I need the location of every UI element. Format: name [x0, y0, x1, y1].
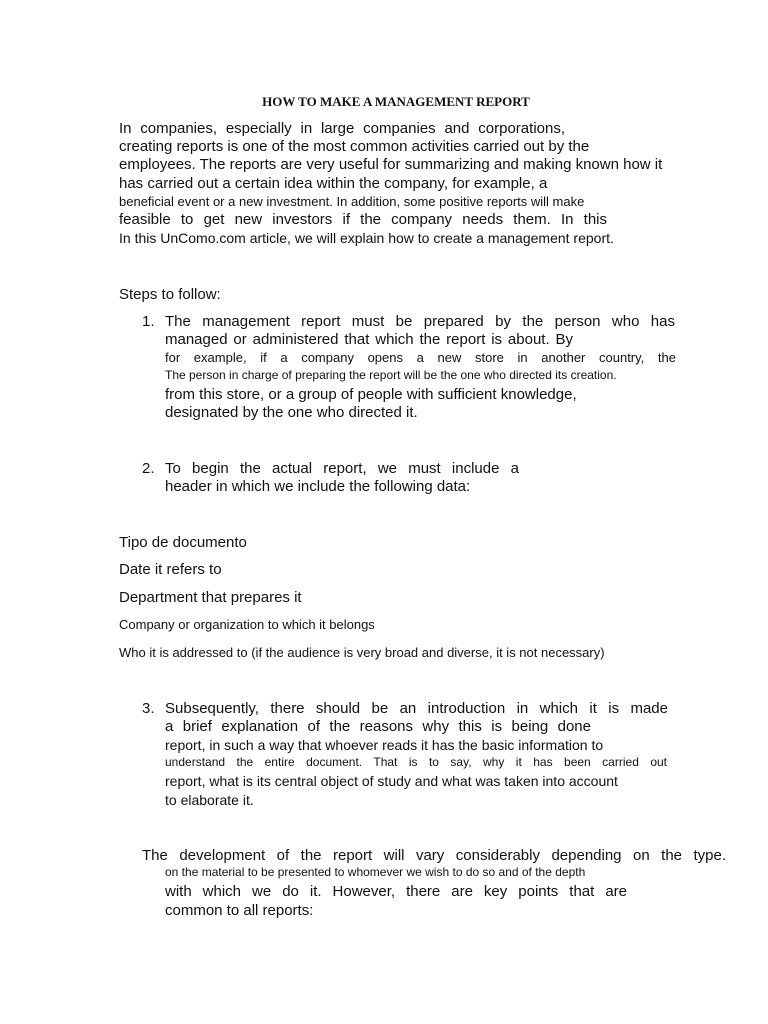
- step-3-line: a brief explanation of the reasons why this is being done: [165, 718, 591, 735]
- steps-heading: Steps to follow:: [119, 286, 221, 303]
- intro-line: creating reports is one of the most common activities carried out by the: [119, 138, 590, 155]
- development-line: The development of the report will vary considerably depending on the type.: [142, 847, 726, 864]
- step-3-line: report, in such a way that whoever reads it has the basic information to: [165, 737, 604, 753]
- step-3-line: to elaborate it.: [165, 792, 254, 808]
- step-3-line: Subsequently, there should be an introduction in which it is made: [165, 700, 668, 717]
- header-data-item: Department that prepares it: [119, 589, 302, 606]
- step-1-line: The management report must be prepared by the person who has: [165, 313, 675, 330]
- step-number: 3.: [142, 700, 155, 717]
- intro-line: beneficial event or a new investment. In addition, some positive reports will make: [119, 194, 585, 209]
- step-2-line: To begin the actual report, we must include a: [165, 460, 519, 477]
- development-line: with which we do it. However, there are key points that are: [165, 883, 627, 900]
- step-3-line: report, what is its central object of study and what was taken into account: [165, 773, 618, 789]
- header-data-item: Who it is addressed to (if the audience is very broad and diverse, it is not necessary): [119, 645, 605, 660]
- step-1-line: managed or administered that which the report is about. By: [165, 331, 573, 348]
- header-data-item: Tipo de documento: [119, 534, 247, 551]
- step-number: 1.: [142, 313, 155, 330]
- header-data-item: Date it refers to: [119, 561, 222, 578]
- step-1-line: for example, if a company opens a new store in another country, the: [165, 350, 676, 365]
- step-1-line: The person in charge of preparing the report will be the one who directed its creation.: [165, 368, 617, 382]
- intro-line: feasible to get new investors if the company needs them. In this: [119, 211, 607, 228]
- step-number: 2.: [142, 460, 155, 477]
- development-line: common to all reports:: [165, 902, 314, 919]
- step-2-line: header in which we include the following data:: [165, 478, 471, 495]
- development-line: on the material to be presented to whomever we wish to do so and of the depth: [165, 865, 586, 879]
- intro-line: In companies, especially in large companies and corporations,: [119, 120, 565, 137]
- header-data-item: Company or organization to which it belongs: [119, 617, 375, 632]
- step-1-line: designated by the one who directed it.: [165, 404, 418, 421]
- intro-line: employees. The reports are very useful for summarizing and making known how it: [119, 156, 663, 173]
- page-title: HOW TO MAKE A MANAGEMENT REPORT: [262, 94, 530, 109]
- intro-line: In this UnComo.com article, we will explain how to create a management report.: [119, 230, 614, 246]
- step-1-line: from this store, or a group of people with sufficient knowledge,: [165, 386, 577, 403]
- intro-line: has carried out a certain idea within the company, for example, a: [119, 175, 548, 192]
- step-3-line: understand the entire document. That is to say, why it has been carried out: [165, 755, 667, 769]
